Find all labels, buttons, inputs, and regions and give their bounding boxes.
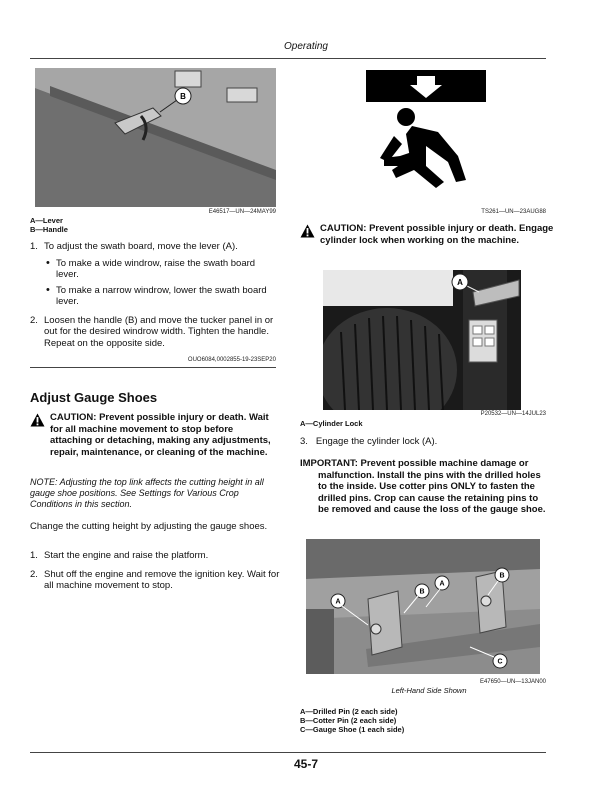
legend-item: C—Gauge Shoe (1 each side): [300, 725, 405, 734]
fig4-subtitle: Left-Hand Side Shown: [391, 686, 467, 695]
callout-b2-label: B: [499, 572, 505, 580]
legend-item: A—Drilled Pin (2 each side): [300, 707, 398, 716]
warning-triangle-icon: [30, 413, 45, 427]
gauge-shoe-photo: [306, 539, 540, 674]
legend-item: A—Cylinder Lock: [300, 419, 363, 428]
header-rule: [30, 58, 546, 59]
fig1-legend: [30, 216, 68, 234]
legend-item: B—Cotter Pin (2 each side): [300, 716, 397, 725]
callout-b-label: B: [180, 92, 186, 101]
ref-code: OUO6084,0002855-19-23SEP20: [187, 357, 276, 363]
important-notice: IMPORTANT: Prevent possible machine damage or malfunction. Install the pins with the drilled holes to the inside. Use cotter pins ONLY to fasten the drilled pins. Crop can cause the retaining pins to be removed and cause the loss of the gauge shoe.: [300, 458, 546, 515]
cylinder-lock-photo: [323, 270, 521, 410]
crushing-hazard-pictogram: [366, 70, 486, 206]
step-item: 1. Start the engine and raise the platform.: [30, 550, 209, 561]
page-header-title: Operating: [284, 41, 328, 52]
step-3: 3. Engage the cylinder lock (A).: [300, 436, 438, 447]
callout-a-label: A: [457, 278, 463, 287]
gauge-steps: [30, 550, 280, 599]
caution-right: CAUTION: Prevent possible injury or death. Engage cylinder lock when working on the machine.: [300, 223, 558, 246]
swath-steps: [30, 241, 280, 356]
section-rule: [30, 367, 276, 368]
fig2-code: TS261—UN—23AUG88: [481, 209, 546, 215]
caution-left: CAUTION: Prevent possible injury or death. Wait for all machine movement to stop before attaching or detaching, making any adjustments, repair, maintenance, or cleaning of the machine.: [30, 412, 278, 458]
callout-c-label: C: [497, 658, 503, 666]
section-title: Adjust Gauge Shoes: [30, 390, 158, 405]
legend-item: B—Handle: [30, 225, 68, 234]
warning-triangle-icon: [300, 224, 315, 238]
step-item: 2. Shut off the engine and remove the ignition key. Wait for all machine movement to stop.: [30, 568, 280, 591]
step-item: 2. Loosen the handle (B) and move the tucker panel in or out for the desired windrow width. Tighten the handle. Repeat on the opposite side.: [30, 314, 274, 349]
bullet-item: • To make a wide windrow, raise the swath board lever.: [44, 258, 280, 281]
fig3-code: P20532—UN—14JUL23: [480, 411, 546, 417]
fig3-legend: [300, 419, 363, 428]
bullet-item: • To make a narrow windrow, lower the swath board lever.: [44, 285, 280, 308]
fig4-code: E47650—UN—13JAN00: [479, 679, 546, 685]
fig4-legend: [300, 707, 404, 734]
intro-text: Change the cutting height by adjusting the gauge shoes.: [30, 521, 268, 532]
callout-a2-label: A: [439, 580, 445, 588]
note-text: NOTE: Adjusting the top link affects the cutting height in all gauge shoe positions. See Settings for Various Crop Conditions in this section.: [30, 477, 264, 509]
legend-item: A—Lever: [30, 216, 63, 225]
footer-rule: [30, 752, 546, 753]
step-item: 1. To adjust the swath board, move the lever (A). • To make a wide windrow, raise the swath board lever. • To make a narrow windrow, lower the swath board lever.: [30, 241, 280, 308]
swath-board-photo: [35, 68, 276, 207]
callout-a1-label: A: [335, 598, 341, 606]
page-number: 45-7: [293, 757, 319, 771]
fig1-code: E46517—UN—24MAY99: [208, 209, 276, 215]
callout-b1-label: B: [419, 588, 425, 596]
